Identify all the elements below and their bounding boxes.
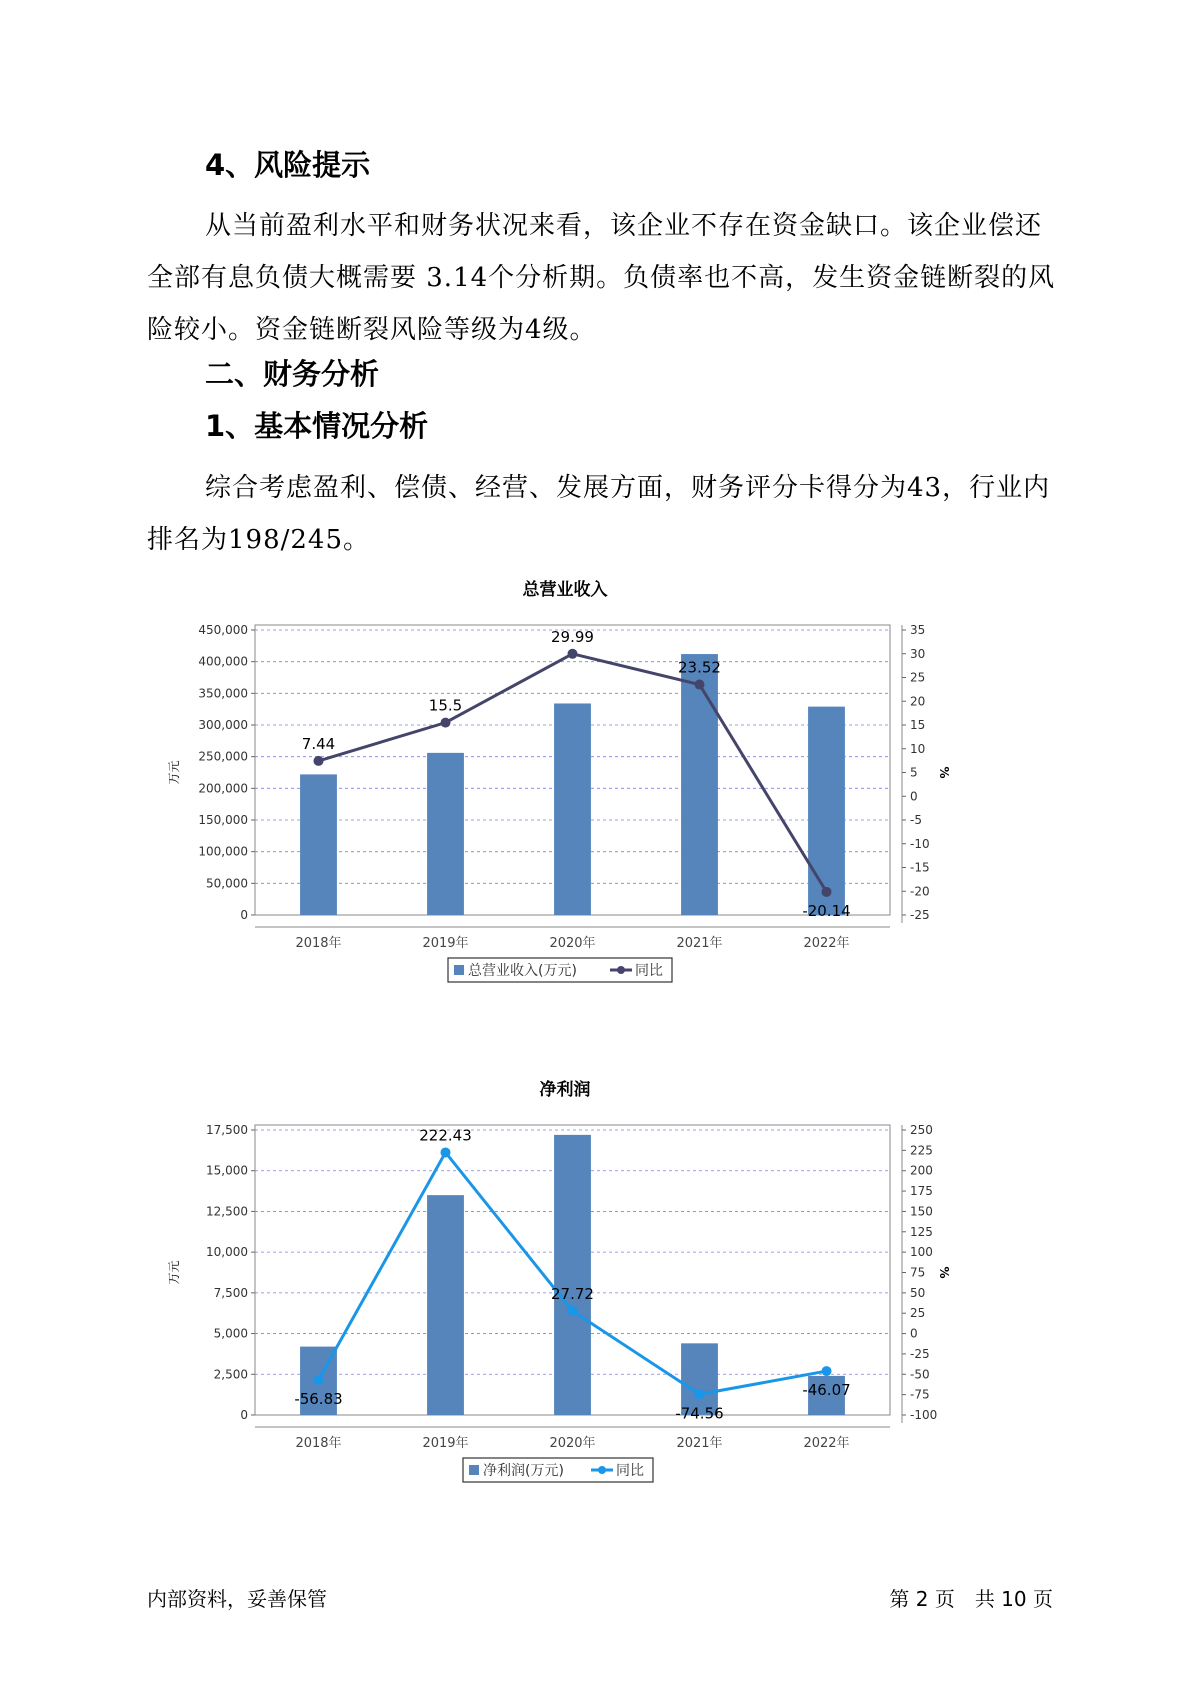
footer-page-number: 第 2 页 共 10 页 xyxy=(889,1587,1053,1611)
line-point xyxy=(441,718,451,728)
chart-title: 总营业收入 xyxy=(522,580,608,600)
y2-tick-label: -20 xyxy=(910,884,930,899)
y-tick-label: 10,000 xyxy=(206,1245,248,1260)
y-axis-label: 万元 xyxy=(167,1260,181,1285)
y2-axis-label: % xyxy=(937,1266,951,1279)
y-tick-label: 7,500 xyxy=(213,1285,248,1300)
y-tick-label: 0 xyxy=(240,908,248,922)
data-label: 222.43 xyxy=(419,1126,472,1145)
y-tick-label: 2,500 xyxy=(213,1367,248,1382)
heading-finance: 二、财务分析 xyxy=(205,357,380,391)
y-tick-label: 5,000 xyxy=(213,1326,248,1341)
legend-line-marker xyxy=(598,1466,606,1474)
y2-tick-label: 35 xyxy=(910,623,926,637)
y2-tick-label: 0 xyxy=(910,1326,918,1341)
y2-tick-label: 225 xyxy=(910,1143,933,1158)
y2-tick-label: 10 xyxy=(910,741,926,756)
legend-bar-swatch xyxy=(454,965,464,975)
y2-tick-label: -100 xyxy=(910,1408,938,1422)
bar xyxy=(427,1195,464,1415)
y2-tick-label: 25 xyxy=(910,1306,926,1321)
y2-tick-label: -10 xyxy=(910,836,930,851)
y2-tick-label: -75 xyxy=(910,1387,930,1402)
x-tick-label: 2019年 xyxy=(422,1436,469,1451)
data-label: 29.99 xyxy=(551,627,594,646)
bar xyxy=(554,1135,591,1415)
bar xyxy=(427,753,464,915)
y-axis-label: 万元 xyxy=(167,760,181,785)
footer-confidential: 内部资料，妥善保管 xyxy=(147,1587,327,1611)
y-tick-label: 450,000 xyxy=(198,623,248,637)
y2-tick-label: 50 xyxy=(910,1285,926,1300)
x-tick-label: 2022年 xyxy=(803,936,850,951)
line-point xyxy=(695,680,705,690)
y2-tick-label: 20 xyxy=(910,694,926,709)
y2-axis-label: % xyxy=(937,766,951,779)
line-point xyxy=(568,649,578,659)
y2-tick-label: 175 xyxy=(910,1184,933,1199)
data-label: 23.52 xyxy=(678,658,721,677)
y2-tick-label: 125 xyxy=(910,1224,933,1239)
y-tick-label: 12,500 xyxy=(206,1204,248,1219)
y-tick-label: 100,000 xyxy=(198,844,248,859)
y2-tick-label: 100 xyxy=(910,1245,933,1260)
x-tick-label: 2021年 xyxy=(676,936,723,951)
y2-tick-label: 5 xyxy=(910,765,918,780)
y-tick-label: 15,000 xyxy=(206,1163,248,1178)
line-point xyxy=(822,887,832,897)
chart-title: 净利润 xyxy=(539,1080,591,1100)
paragraph-risk: 从当前盈利水平和财务状况来看，该企业不存在资金缺口。该企业偿还全部有息负债大概需要 3.14个分析期。负债率也不高，发生资金链断裂的风险较小。资金链断裂风险等级为4级。 xyxy=(147,211,1056,345)
y-tick-label: 200,000 xyxy=(198,781,248,796)
legend-line-label: 同比 xyxy=(635,963,663,979)
heading-risk: 4、风险提示 xyxy=(205,148,371,182)
data-label: -20.14 xyxy=(802,901,851,920)
line-point xyxy=(822,1366,832,1376)
x-tick-label: 2022年 xyxy=(803,1436,850,1451)
y2-tick-label: -25 xyxy=(910,908,930,922)
x-tick-label: 2020年 xyxy=(549,936,596,951)
y-tick-label: 17,500 xyxy=(206,1123,248,1137)
paragraph-basic-analysis: 综合考虑盈利、偿债、经营、发展方面，财务评分卡得分为43，行业内排名为198/245。 xyxy=(147,473,1051,555)
legend-bar-label: 总营业收入(万元) xyxy=(468,963,577,979)
y2-tick-label: 25 xyxy=(910,670,926,685)
y2-tick-label: 30 xyxy=(910,646,926,661)
y-tick-label: 50,000 xyxy=(206,876,248,891)
y2-tick-label: 0 xyxy=(910,789,918,804)
data-label: -56.83 xyxy=(294,1389,343,1408)
y-tick-label: 400,000 xyxy=(198,654,248,669)
bar xyxy=(681,654,718,915)
y2-tick-label: 150 xyxy=(910,1204,933,1219)
y-tick-label: 150,000 xyxy=(198,813,248,827)
bar xyxy=(300,774,337,915)
x-tick-label: 2018年 xyxy=(295,1436,342,1451)
x-tick-label: 2019年 xyxy=(422,936,469,951)
bar xyxy=(554,703,591,915)
data-label: -74.56 xyxy=(675,1404,724,1423)
bar xyxy=(808,707,845,915)
line-point xyxy=(441,1147,451,1157)
data-label: -46.07 xyxy=(802,1381,851,1400)
y2-tick-label: 200 xyxy=(910,1163,933,1178)
x-tick-label: 2018年 xyxy=(295,936,342,951)
y-tick-label: 350,000 xyxy=(198,686,248,701)
x-tick-label: 2020年 xyxy=(549,1436,596,1451)
line-point xyxy=(314,756,324,766)
y-tick-label: 300,000 xyxy=(198,718,248,732)
y2-tick-label: -5 xyxy=(910,813,922,827)
legend-bar-label: 净利润(万元) xyxy=(483,1463,564,1479)
chart-revenue xyxy=(150,575,980,1030)
data-label: 27.72 xyxy=(551,1284,594,1303)
x-tick-label: 2021年 xyxy=(676,1436,723,1451)
chart-net-profit xyxy=(150,1075,980,1530)
line-point xyxy=(695,1389,705,1399)
data-label: 15.5 xyxy=(428,696,463,715)
line-point xyxy=(314,1375,324,1385)
y-tick-label: 250,000 xyxy=(198,749,248,764)
y2-tick-label: -50 xyxy=(910,1367,930,1382)
data-label: 7.44 xyxy=(301,734,336,753)
y2-tick-label: -25 xyxy=(910,1346,930,1361)
line-point xyxy=(568,1306,578,1316)
y2-tick-label: 250 xyxy=(910,1123,933,1137)
y2-tick-label: 15 xyxy=(910,718,926,732)
legend-bar-swatch xyxy=(469,1465,479,1475)
legend-line-label: 同比 xyxy=(616,1463,644,1479)
y2-tick-label: -15 xyxy=(910,860,930,875)
heading-basic-analysis: 1、基本情况分析 xyxy=(205,409,429,443)
y2-tick-label: 75 xyxy=(910,1265,926,1280)
y-tick-label: 0 xyxy=(240,1408,248,1422)
legend-line-marker xyxy=(617,966,625,974)
